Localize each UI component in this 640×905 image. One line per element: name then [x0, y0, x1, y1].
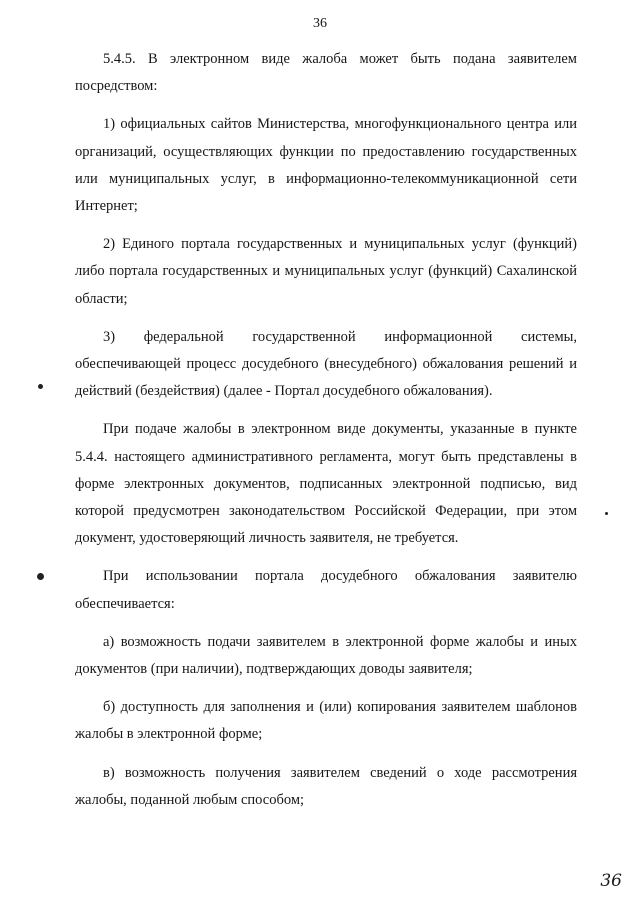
paragraph-item-c: в) возможность получения заявителем сведений о ходе рассмотрения жалобы, поданной любым способом;: [75, 764, 577, 808]
document-body: [75, 46, 577, 814]
scan-artifact-dot: [605, 512, 608, 515]
paragraph-item-1-official-sites: 1) официальных сайтов Министерства, многофункционального центра или организаций, осуществляющих функции по предоставлению государственных или муниципальных услуг, в информационно-телекоммуникационной сети Интернет;: [75, 116, 577, 215]
paragraph-portal-provides: При использовании портала досудебного обжалования заявителю обеспечивается:: [75, 568, 577, 612]
paragraph-5-4-5: 5.4.5. В электронном виде жалоба может быть подана заявителем посредством:: [75, 51, 577, 95]
scan-artifact-dot: [38, 384, 43, 389]
page-number: 36: [313, 16, 327, 31]
paragraph-item-3-federal-system: 3) федеральной государственной информационной системы, обеспечивающей процесс досудебного (внесудебного) обжалования решений и действий (бездействия) (далее - Портал досудебного обжалования).: [75, 328, 577, 400]
paragraph-electronic-documents: При подаче жалобы в электронном виде документы, указанные в пункте 5.4.4. настоящего административного регламента, могут быть представлены в форме электронных документов, подписанных электронной подписью, вид которой предусмотрен законодательством Российской Федерации, при этом документ, удостоверяющий личность заявителя, не требуется.: [75, 421, 577, 547]
handwritten-page-number: 36: [600, 871, 622, 891]
scan-artifact-dot: [37, 573, 44, 580]
paragraph-item-2-unified-portal: 2) Единого портала государственных и муниципальных услуг (функций) либо портала государственных и муниципальных услуг (функций) Сахалинской области;: [75, 236, 577, 307]
paragraph-item-a: а) возможность подачи заявителем в электронной форме жалобы и иных документов (при наличии), подтверждающих доводы заявителя;: [75, 633, 577, 678]
paragraph-item-b: б) доступность для заполнения и (или) копирования заявителем шаблонов жалобы в электронной форме;: [75, 699, 577, 743]
